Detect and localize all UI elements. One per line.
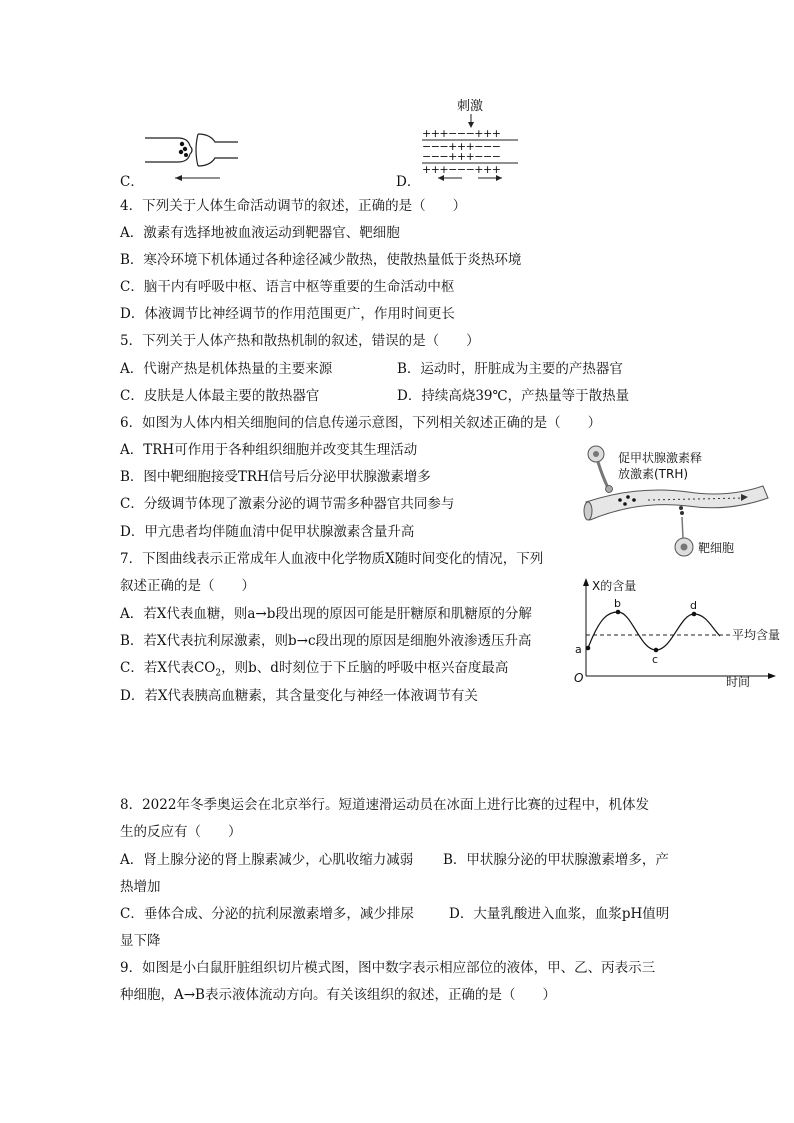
synapse-figure bbox=[140, 128, 250, 186]
q4-stem: 4．下列关于人体生命活动调节的叙述，正确的是（ ） bbox=[120, 198, 467, 214]
q4-option-a: A．激素有选择地被血液运动到靶器官、靶细胞 bbox=[120, 225, 400, 241]
trh-label-line2: 放激素(TRH) bbox=[618, 467, 689, 481]
x-content-chart bbox=[570, 572, 792, 692]
q9-stem-line1: 9．如图是小白鼠肝脏组织切片模式图，图中数字表示相应部位的液体，甲、乙、丙表示三 bbox=[120, 960, 656, 976]
q4-option-d: D．体液调节比神经调节的作用范围更广，作用时间更长 bbox=[120, 306, 455, 322]
chart-y-label: X的含量 bbox=[592, 579, 637, 593]
chart-point-a: a bbox=[575, 643, 582, 656]
chart-x-label: 时间 bbox=[726, 675, 751, 689]
q8-option-b-line1: B．甲状腺分泌的甲状腺激素增多，产 bbox=[443, 852, 669, 868]
q6-option-d: D．甲亢患者均伴随血清中促甲状腺激素含量升高 bbox=[120, 524, 415, 540]
chart-point-d: d bbox=[690, 599, 697, 612]
q4-option-b: B．寒冷环境下机体通过各种途径减少散热，使散热量低于炎热环境 bbox=[120, 252, 522, 268]
q8-option-b-line2: 热增加 bbox=[120, 879, 161, 895]
q5-option-b: B．运动时，肝脏成为主要的产热器官 bbox=[397, 361, 623, 377]
option-c-label: C． bbox=[120, 174, 144, 190]
q7-option-c-pre: C．若X代表CO bbox=[120, 660, 216, 676]
target-cell-label: 靶细胞 bbox=[698, 541, 735, 555]
option-d-label: D． bbox=[396, 174, 421, 190]
chart-point-b: b bbox=[614, 597, 621, 610]
q6-stem: 6．如图为人体内相关细胞间的信息传递示意图，下列相关叙述正确的是（ ） bbox=[120, 415, 602, 431]
q5-option-a: A．代谢产热是机体热量的主要来源 bbox=[120, 361, 333, 377]
nerve-fiber-figure bbox=[418, 112, 528, 182]
q7-stem-line1: 7．下图曲线表示正常成年人血液中化学物质X随时间变化的情况，下列 bbox=[120, 551, 544, 567]
trh-signal-figure bbox=[578, 440, 778, 560]
chart-origin: O bbox=[574, 671, 584, 685]
q4-option-c: C．脑干内有呼吸中枢、语言中枢等重要的生命活动中枢 bbox=[120, 279, 455, 295]
q7-stem-line2: 叙述正确的是（ ） bbox=[120, 578, 255, 594]
q5-stem: 5．下列关于人体产热和散热机制的叙述，错误的是（ ） bbox=[120, 333, 480, 349]
q8-option-d-line2: 显下降 bbox=[120, 933, 161, 949]
q7-option-c bbox=[120, 659, 508, 683]
q8-option-c: C．垂体合成、分泌的抗利尿激素增多，减少排尿 bbox=[120, 906, 414, 922]
q7-option-b: B．若X代表抗利尿激素，则b→c段出现的原因是细胞外液渗透压升高 bbox=[120, 633, 532, 649]
q6-option-a: A．TRH可作用于各种组织细胞并改变其生理活动 bbox=[120, 442, 418, 458]
chart-point-c: c bbox=[652, 653, 659, 666]
q6-option-c: C．分级调节体现了激素分泌的调节需多种器官共同参与 bbox=[120, 496, 455, 512]
svg-text:+++−−−+++: +++−−−+++ bbox=[422, 127, 501, 140]
q8-stem-line2: 生的反应有（ ） bbox=[120, 824, 242, 840]
q8-option-d-line1: D．大量乳酸进入血浆，血浆pH值明 bbox=[449, 906, 670, 922]
q9-stem-line2: 种细胞，A→B表示液体流动方向。有关该组织的叙述，正确的是（ ） bbox=[120, 987, 556, 1003]
svg-text:+++−−−+++: +++−−−+++ bbox=[422, 163, 501, 176]
trh-label-line1: 促甲状腺激素释 bbox=[618, 451, 703, 465]
q8-option-a: A．肾上腺分泌的肾上腺素减少，心肌收缩力减弱 bbox=[120, 852, 414, 868]
svg-text:−−−+++−−−: −−−+++−−− bbox=[422, 140, 501, 153]
stimulus-label: 刺激 bbox=[457, 99, 484, 114]
q8-stem-line1: 8．2022年冬季奥运会在北京举行。短道速滑运动员在冰面上进行比赛的过程中，机体发 bbox=[120, 797, 649, 813]
q5-option-c: C．皮肤是人体最主要的散热器官 bbox=[120, 388, 320, 404]
chart-avg-label: 平均含量 bbox=[732, 628, 781, 642]
q5-option-d: D．持续高烧39℃，产热量等于散热量 bbox=[397, 388, 630, 404]
q7-option-c-sub: 2 bbox=[215, 668, 222, 679]
q7-option-c-post: ，则b、d时刻位于下丘脑的呼吸中枢兴奋度最高 bbox=[221, 660, 509, 676]
q7-option-a: A．若X代表血糖，则a→b段出现的原因可能是肝糖原和肌糖原的分解 bbox=[120, 606, 532, 622]
q6-option-b: B．图中靶细胞接受TRH信号后分泌甲状腺激素增多 bbox=[120, 469, 431, 485]
svg-text:−−−+++−−−: −−−+++−−− bbox=[422, 150, 501, 163]
q7-option-d: D．若X代表胰高血糖素，其含量变化与神经一体液调节有关 bbox=[120, 688, 478, 704]
